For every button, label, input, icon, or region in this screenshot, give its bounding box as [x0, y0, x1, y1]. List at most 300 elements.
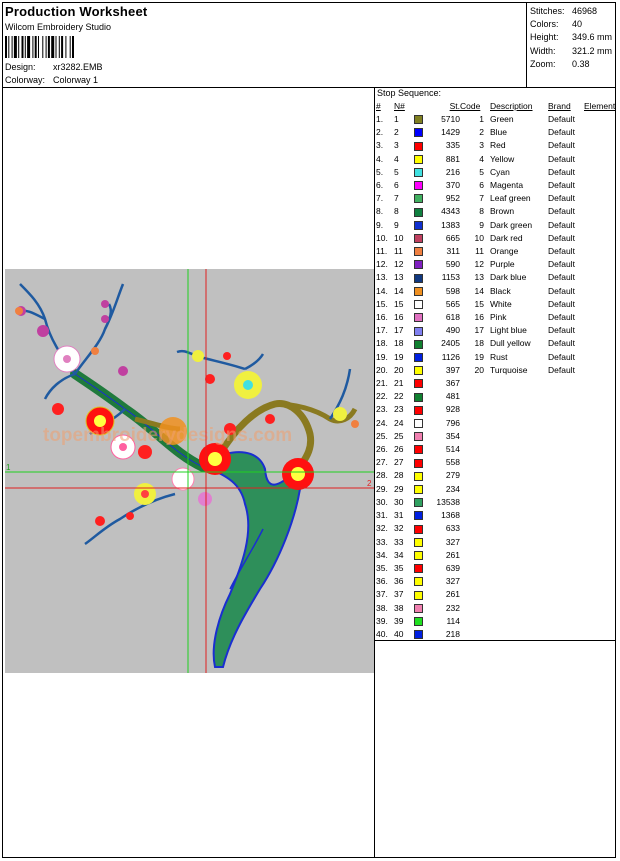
- row-needle: 36: [394, 576, 404, 587]
- row-description: Dark green: [490, 219, 533, 230]
- color-swatch: [414, 419, 423, 428]
- row-description: Brown: [490, 206, 515, 217]
- row-swatch: [410, 324, 426, 337]
- row-needle: 35: [394, 562, 404, 573]
- color-swatch: [414, 340, 423, 349]
- row-needle: 11: [394, 246, 403, 257]
- row-code: 4: [479, 153, 484, 164]
- row-description: Black: [490, 285, 511, 296]
- row-brand: [548, 536, 584, 549]
- row-code: [460, 390, 490, 403]
- row-brand: Default: [548, 206, 575, 217]
- row-code: [460, 496, 490, 509]
- row-element: [584, 166, 615, 179]
- row-swatch: [410, 522, 426, 535]
- stat-stitches: Stitches: 46968: [530, 6, 598, 16]
- table-row: [376, 522, 615, 535]
- color-swatch: [414, 393, 423, 402]
- table-row: [376, 443, 615, 456]
- barcode-bar: [65, 36, 66, 58]
- color-swatch: [414, 260, 423, 269]
- row-element: [584, 443, 615, 456]
- trunk-shape: [200, 452, 300, 667]
- row-stitches: 928: [445, 404, 460, 415]
- color-swatch: [414, 115, 423, 124]
- row-swatch: [410, 443, 426, 456]
- row-needle: 30: [394, 496, 404, 507]
- row-description: [490, 496, 548, 509]
- row-brand: Default: [548, 364, 575, 375]
- row-code: 10: [474, 232, 484, 243]
- table-row: [376, 483, 615, 496]
- row-num: 23.: [376, 404, 388, 415]
- row-description: [490, 443, 548, 456]
- table-header-row: [376, 100, 615, 113]
- marker-2: 2: [367, 479, 372, 488]
- row-stitches: 397: [445, 364, 460, 375]
- row-stitches: 490: [445, 325, 460, 336]
- row-needle: 27: [394, 457, 404, 468]
- row-num: 9.: [376, 219, 384, 230]
- color-swatch: [414, 181, 423, 190]
- table-row: [376, 536, 615, 549]
- row-swatch: [410, 536, 426, 549]
- row-code: [460, 628, 490, 641]
- color-swatch: [414, 234, 423, 243]
- row-stitches: 261: [445, 549, 460, 560]
- barcode-bar: [72, 36, 74, 58]
- row-swatch: [410, 628, 426, 641]
- col-code: Code: [460, 101, 481, 111]
- row-num: 13.: [376, 272, 388, 283]
- row-num: 24.: [376, 417, 388, 428]
- barcode-bar: [8, 36, 9, 58]
- design-label: Design:: [5, 62, 36, 72]
- table-row: [376, 113, 615, 126]
- row-brand: [548, 377, 584, 390]
- row-stitches: 1383: [441, 219, 460, 230]
- row-stitches: 1126: [441, 351, 460, 362]
- row-stitches: 311: [446, 246, 460, 257]
- table-row: [376, 285, 615, 298]
- row-stitches: 1153: [441, 272, 460, 283]
- row-num: 32.: [376, 523, 388, 534]
- row-code: 12: [474, 259, 484, 270]
- row-brand: Default: [548, 338, 575, 349]
- barcode-bar: [18, 36, 19, 58]
- row-brand: Default: [548, 140, 575, 151]
- row-code: [460, 456, 490, 469]
- row-element: [584, 575, 615, 588]
- row-description: [490, 549, 548, 562]
- row-swatch: [410, 285, 426, 298]
- row-brand: [548, 430, 584, 443]
- row-element: [584, 126, 615, 139]
- row-element: [584, 285, 615, 298]
- flower-red-3: [282, 458, 314, 490]
- row-swatch: [410, 258, 426, 271]
- row-num: 26.: [376, 444, 388, 455]
- table-row: [376, 205, 615, 218]
- color-swatch: [414, 577, 423, 586]
- row-code: 9: [479, 219, 484, 230]
- row-description: Turquoise: [490, 364, 528, 375]
- row-swatch: [410, 417, 426, 430]
- row-element: [584, 245, 615, 258]
- row-element: [584, 153, 615, 166]
- header-left: [5, 4, 525, 32]
- color-swatch: [414, 128, 423, 137]
- row-num: 2.: [376, 127, 384, 138]
- barcode-bar: [35, 36, 37, 58]
- table-row: [376, 588, 615, 601]
- row-stitches: 590: [445, 259, 460, 270]
- row-element: [584, 219, 615, 232]
- flower-white-3: [172, 468, 194, 490]
- row-swatch: [410, 483, 426, 496]
- row-code: 15: [474, 298, 484, 309]
- barcode-bar: [48, 36, 50, 58]
- header-divider-vertical: [526, 2, 527, 87]
- color-swatch: [414, 432, 423, 441]
- row-brand: [548, 602, 584, 615]
- row-brand: [548, 509, 584, 522]
- barcode-bar: [59, 36, 60, 58]
- table-row: [376, 153, 615, 166]
- flower-white-1: [54, 346, 80, 372]
- row-code: 3: [479, 140, 484, 151]
- table-row: [376, 364, 615, 377]
- row-description: Rust: [490, 351, 508, 362]
- row-element: [584, 496, 615, 509]
- row-brand: [548, 562, 584, 575]
- table-row: [376, 271, 615, 284]
- row-stitches: 514: [445, 444, 460, 455]
- row-description: [490, 483, 548, 496]
- row-description: [490, 602, 548, 615]
- marker-1: 1: [6, 463, 11, 472]
- row-needle: 26: [394, 444, 404, 455]
- table-row: [376, 615, 615, 628]
- col-num: #: [376, 101, 381, 111]
- flower-yellow-2: [134, 483, 156, 505]
- row-needle: 6: [394, 180, 399, 191]
- row-element: [584, 192, 615, 205]
- row-stitches: 279: [445, 470, 460, 481]
- row-needle: 15: [394, 298, 404, 309]
- row-brand: Default: [548, 127, 575, 138]
- row-needle: 5: [394, 166, 399, 177]
- row-element: [584, 615, 615, 628]
- table-row: [376, 509, 615, 522]
- row-element: [584, 139, 615, 152]
- row-element: [584, 298, 615, 311]
- row-num: 8.: [376, 206, 384, 217]
- stat-width: Width: 321.2 mm: [530, 45, 613, 56]
- col-element: Element: [584, 101, 616, 111]
- row-num: 14.: [376, 285, 388, 296]
- row-swatch: [410, 113, 426, 126]
- row-needle: 28: [394, 470, 404, 481]
- row-swatch: [410, 311, 426, 324]
- row-stitches: 232: [445, 602, 460, 613]
- row-description: Magenta: [490, 180, 524, 191]
- table-row: [376, 179, 615, 192]
- row-needle: 25: [394, 430, 404, 441]
- embroidery-illustration: [5, 269, 374, 673]
- row-num: 22.: [376, 391, 388, 402]
- row-brand: Default: [548, 166, 575, 177]
- row-brand: [548, 575, 584, 588]
- row-swatch: [410, 179, 426, 192]
- table-row: [376, 456, 615, 469]
- flower-red-2: [199, 443, 231, 475]
- row-element: [584, 522, 615, 535]
- row-code: [460, 430, 490, 443]
- row-brand: [548, 417, 584, 430]
- row-num: 1.: [376, 114, 384, 124]
- row-num: 31.: [376, 510, 388, 521]
- row-description: [490, 536, 548, 549]
- row-element: [584, 232, 615, 245]
- row-swatch: [410, 615, 426, 628]
- row-description: Yellow: [490, 153, 515, 164]
- row-num: 33.: [376, 536, 388, 547]
- col-swatch: [410, 100, 426, 113]
- row-needle: 40: [394, 628, 404, 639]
- color-swatch: [414, 445, 423, 454]
- row-stitches: 367: [445, 378, 460, 389]
- row-brand: Default: [548, 259, 575, 270]
- design-filename: xr3282.EMB: [53, 62, 103, 72]
- row-swatch: [410, 192, 426, 205]
- row-element: [584, 351, 615, 364]
- row-description: [490, 377, 548, 390]
- row-code: 8: [479, 206, 484, 217]
- row-needle: 38: [394, 602, 404, 613]
- barcode-bar: [51, 36, 54, 58]
- row-num: 35.: [376, 562, 388, 573]
- row-description: Dark blue: [490, 272, 527, 283]
- table-row: [376, 390, 615, 403]
- row-brand: Default: [548, 193, 575, 204]
- row-description: [490, 562, 548, 575]
- barcode-image: [5, 36, 103, 58]
- row-num: 17.: [376, 325, 388, 336]
- color-swatch: [414, 208, 423, 217]
- row-stitches: 370: [445, 180, 460, 191]
- row-num: 6.: [376, 180, 384, 191]
- table-row: [376, 628, 615, 641]
- row-stitches: 618: [445, 312, 460, 323]
- table-row: [376, 166, 615, 179]
- row-element: [584, 258, 615, 271]
- row-swatch: [410, 496, 426, 509]
- table-row: [376, 311, 615, 324]
- row-stitches: 261: [445, 589, 460, 600]
- row-code: [460, 443, 490, 456]
- row-code: [460, 483, 490, 496]
- design-row: [5, 62, 103, 72]
- row-stitches: 234: [445, 483, 460, 494]
- row-description: [490, 615, 548, 628]
- col-needle: N#: [394, 101, 405, 111]
- row-code: [460, 509, 490, 522]
- row-num: 21.: [376, 378, 388, 389]
- row-stitches: 633: [445, 523, 460, 534]
- row-stitches: 216: [445, 166, 460, 177]
- row-element: [584, 390, 615, 403]
- color-swatch: [414, 485, 423, 494]
- color-swatch: [414, 366, 423, 375]
- row-code: 16: [474, 312, 484, 323]
- row-needle: 16: [394, 312, 404, 323]
- row-description: [490, 588, 548, 601]
- barcode-bar: [32, 36, 33, 58]
- row-needle: 9: [394, 219, 399, 230]
- row-brand: [548, 588, 584, 601]
- row-code: 19: [474, 351, 484, 362]
- row-description: Leaf green: [490, 193, 531, 204]
- stop-sequence-title: Stop Sequence:: [377, 88, 442, 98]
- table-row: [376, 298, 615, 311]
- row-needle: 37: [394, 589, 404, 600]
- table-row: [376, 245, 615, 258]
- row-stitches: 796: [445, 417, 460, 428]
- color-swatch: [414, 459, 423, 468]
- row-element: [584, 403, 615, 416]
- table-row: [376, 192, 615, 205]
- row-element: [584, 179, 615, 192]
- row-stitches: 4343: [441, 206, 460, 217]
- row-swatch: [410, 271, 426, 284]
- row-swatch: [410, 351, 426, 364]
- row-element: [584, 562, 615, 575]
- table-row: [376, 219, 615, 232]
- table-row: [376, 351, 615, 364]
- row-needle: 23: [394, 404, 404, 415]
- color-swatch: [414, 247, 423, 256]
- color-swatch: [414, 353, 423, 362]
- row-code: [460, 562, 490, 575]
- row-stitches: 13538: [436, 496, 460, 507]
- row-swatch: [410, 337, 426, 350]
- row-stitches: 565: [445, 298, 460, 309]
- table-row: [376, 575, 615, 588]
- row-element: [584, 113, 615, 126]
- color-swatch: [414, 300, 423, 309]
- row-needle: 2: [394, 127, 399, 138]
- barcode-bar: [27, 36, 30, 58]
- row-num: 16.: [376, 312, 388, 323]
- barcode-bar: [25, 36, 26, 58]
- color-swatch: [414, 617, 423, 626]
- row-swatch: [410, 430, 426, 443]
- row-stitches: 881: [445, 153, 460, 164]
- row-stitches: 481: [445, 391, 460, 402]
- row-description: [490, 417, 548, 430]
- row-brand: Default: [548, 232, 575, 243]
- stats-panel: [530, 5, 612, 71]
- row-num: 7.: [376, 193, 384, 204]
- row-swatch: [410, 364, 426, 377]
- row-element: [584, 364, 615, 377]
- row-num: 10.: [376, 232, 388, 243]
- color-swatch: [414, 379, 423, 388]
- row-code: [460, 602, 490, 615]
- row-code: [460, 549, 490, 562]
- barcode-bar: [12, 36, 13, 58]
- row-element: [584, 549, 615, 562]
- row-num: 15.: [376, 298, 388, 309]
- row-swatch: [410, 298, 426, 311]
- row-needle: 20: [394, 364, 404, 375]
- row-stitches: 327: [445, 536, 460, 547]
- row-brand: [548, 522, 584, 535]
- barcode-bar: [5, 36, 7, 58]
- row-element: [584, 483, 615, 496]
- row-description: Cyan: [490, 166, 510, 177]
- color-swatch: [414, 274, 423, 283]
- row-needle: 8: [394, 206, 399, 217]
- colorway-row: [5, 75, 98, 85]
- color-swatch: [414, 538, 423, 547]
- row-brand: Default: [548, 312, 575, 323]
- row-code: [460, 469, 490, 482]
- table-row: [376, 232, 615, 245]
- row-description: Orange: [490, 246, 519, 257]
- barcode-bar: [38, 36, 39, 58]
- row-stitches: 952: [445, 193, 460, 204]
- row-swatch: [410, 166, 426, 179]
- row-swatch: [410, 232, 426, 245]
- barcode-bar: [70, 36, 71, 58]
- row-element: [584, 324, 615, 337]
- row-code: 17: [474, 325, 484, 336]
- row-element: [584, 205, 615, 218]
- col-brand: Brand: [548, 101, 571, 111]
- row-num: 27.: [376, 457, 388, 468]
- watermark-text: topembroiderydesigns.com: [43, 425, 293, 446]
- row-swatch: [410, 456, 426, 469]
- row-description: [490, 390, 548, 403]
- flower-yellow-1: [234, 371, 262, 399]
- flower-yellow-3: [192, 350, 204, 362]
- color-swatch: [414, 313, 423, 322]
- row-element: [584, 469, 615, 482]
- row-code: 13: [474, 272, 484, 283]
- row-element: [584, 271, 615, 284]
- row-code: [460, 536, 490, 549]
- row-swatch: [410, 219, 426, 232]
- row-brand: Default: [548, 153, 575, 164]
- row-needle: 17: [394, 325, 404, 336]
- row-needle: 32: [394, 523, 404, 534]
- row-element: [584, 430, 615, 443]
- color-swatch: [414, 551, 423, 560]
- barcode-bar: [14, 36, 17, 58]
- stat-colors: Colors: 40: [530, 19, 583, 30]
- row-stitches: 1429: [441, 127, 460, 138]
- color-swatch: [414, 525, 423, 534]
- color-swatch: [414, 591, 423, 600]
- table-row: [376, 549, 615, 562]
- row-swatch: [410, 588, 426, 601]
- row-needle: 34: [394, 549, 404, 560]
- row-stitches: 218: [445, 628, 460, 639]
- row-stitches: 114: [446, 615, 460, 626]
- row-description: [490, 430, 548, 443]
